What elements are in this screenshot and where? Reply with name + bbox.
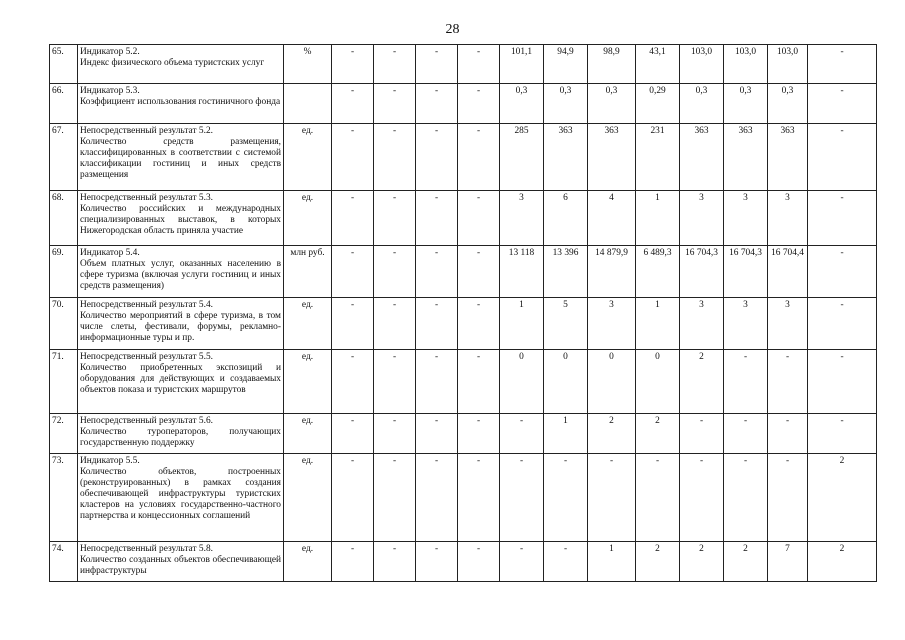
value-cell: - — [544, 454, 588, 542]
value-cell: - — [724, 350, 768, 414]
indicator-title: Непосредственный результат 5.2. — [80, 126, 213, 136]
value-cell: 231 — [636, 124, 680, 191]
value-cell: 103,0 — [724, 45, 768, 84]
value-cell: 16 704,4 — [768, 246, 808, 298]
value-cell: - — [332, 454, 374, 542]
value-cell: 363 — [588, 124, 636, 191]
value-cell: 101,1 — [500, 45, 544, 84]
value-cell: 2 — [808, 542, 877, 582]
value-cell: - — [374, 124, 416, 191]
value-cell: - — [458, 45, 500, 84]
value-cell: 98,9 — [588, 45, 636, 84]
value-cell: - — [374, 45, 416, 84]
value-cell: - — [416, 542, 458, 582]
unit-cell: ед. — [284, 298, 332, 350]
indicator-description: Объем платных услуг, оказанных населению в сфере туризма (включая услуги гостиниц и иных средств размещения) — [80, 259, 281, 291]
row-number: 74. — [50, 542, 78, 582]
row-number: 70. — [50, 298, 78, 350]
value-cell: - — [808, 350, 877, 414]
value-cell: 1 — [500, 298, 544, 350]
indicator-name — [78, 298, 284, 350]
value-cell: - — [374, 84, 416, 124]
value-cell: - — [416, 45, 458, 84]
value-cell: 363 — [544, 124, 588, 191]
value-cell: - — [500, 454, 544, 542]
value-cell: - — [544, 542, 588, 582]
value-cell: - — [332, 542, 374, 582]
table-row — [50, 454, 877, 542]
value-cell: 363 — [724, 124, 768, 191]
indicator-name — [78, 350, 284, 414]
row-number: 68. — [50, 191, 78, 246]
indicator-description: Количество мероприятий в сфере туризма, в том числе слеты, фестивали, форумы, рекламно-информационные туры и пр. — [80, 311, 281, 343]
value-cell: 2 — [808, 454, 877, 542]
value-cell: 0,3 — [544, 84, 588, 124]
value-cell: 3 — [724, 298, 768, 350]
value-cell: - — [416, 84, 458, 124]
unit-cell: ед. — [284, 542, 332, 582]
value-cell: - — [374, 542, 416, 582]
value-cell: - — [458, 84, 500, 124]
value-cell: 103,0 — [680, 45, 724, 84]
indicator-title: Непосредственный результат 5.3. — [80, 193, 213, 203]
indicator-title: Непосредственный результат 5.4. — [80, 300, 213, 310]
row-number: 71. — [50, 350, 78, 414]
value-cell: 0 — [636, 350, 680, 414]
value-cell: 363 — [768, 124, 808, 191]
value-cell: - — [768, 414, 808, 454]
indicator-description: Количество туроператоров, получающих государственную поддержку — [80, 427, 281, 448]
table-row — [50, 124, 877, 191]
indicator-name — [78, 84, 284, 124]
unit-cell: ед. — [284, 124, 332, 191]
value-cell: - — [332, 45, 374, 84]
value-cell: 2 — [680, 350, 724, 414]
value-cell: - — [768, 454, 808, 542]
value-cell: - — [458, 542, 500, 582]
value-cell: 2 — [724, 542, 768, 582]
row-number: 67. — [50, 124, 78, 191]
value-cell: - — [768, 350, 808, 414]
value-cell: 3 — [680, 191, 724, 246]
value-cell: 0 — [588, 350, 636, 414]
value-cell: 2 — [680, 542, 724, 582]
value-cell: - — [500, 542, 544, 582]
unit-cell: ед. — [284, 350, 332, 414]
value-cell: 0,3 — [588, 84, 636, 124]
row-number: 65. — [50, 45, 78, 84]
value-cell: - — [500, 414, 544, 454]
value-cell: - — [458, 124, 500, 191]
value-cell: 0,3 — [724, 84, 768, 124]
value-cell: 3 — [768, 191, 808, 246]
indicator-name — [78, 246, 284, 298]
value-cell: - — [458, 414, 500, 454]
indicator-name — [78, 191, 284, 246]
indicator-name — [78, 124, 284, 191]
unit-cell: ед. — [284, 454, 332, 542]
value-cell: - — [808, 191, 877, 246]
value-cell: - — [808, 84, 877, 124]
indicator-title: Непосредственный результат 5.8. — [80, 544, 213, 554]
value-cell: 94,9 — [544, 45, 588, 84]
value-cell: 3 — [724, 191, 768, 246]
table-row — [50, 45, 877, 84]
table-row — [50, 414, 877, 454]
value-cell: 1 — [588, 542, 636, 582]
indicator-title: Индикатор 5.5. — [80, 456, 140, 466]
value-cell: 2 — [636, 414, 680, 454]
unit-cell — [284, 84, 332, 124]
value-cell: 6 — [544, 191, 588, 246]
value-cell: 0 — [544, 350, 588, 414]
value-cell: - — [724, 454, 768, 542]
value-cell: - — [374, 298, 416, 350]
value-cell: - — [588, 454, 636, 542]
row-number: 72. — [50, 414, 78, 454]
value-cell: 3 — [500, 191, 544, 246]
table-row — [50, 350, 877, 414]
indicator-title: Индикатор 5.3. — [80, 86, 140, 96]
value-cell: - — [374, 191, 416, 246]
value-cell: 0,3 — [500, 84, 544, 124]
value-cell: 5 — [544, 298, 588, 350]
value-cell: 1 — [636, 298, 680, 350]
row-number: 73. — [50, 454, 78, 542]
indicator-title: Индикатор 5.4. — [80, 248, 140, 258]
value-cell: 6 489,3 — [636, 246, 680, 298]
unit-cell: млн руб. — [284, 246, 332, 298]
value-cell: - — [636, 454, 680, 542]
value-cell: - — [332, 298, 374, 350]
value-cell: - — [416, 414, 458, 454]
value-cell: 0,3 — [768, 84, 808, 124]
value-cell: 13 396 — [544, 246, 588, 298]
value-cell: - — [416, 246, 458, 298]
value-cell: - — [374, 414, 416, 454]
value-cell: - — [680, 414, 724, 454]
value-cell: - — [458, 298, 500, 350]
value-cell: - — [332, 124, 374, 191]
indicator-description: Количество объектов, построенных (реконструированных) в рамках создания обеспечивающей инфраструктуры туристских кластеров на условиях государственно-частного партнерства и концессионных соглашений — [80, 467, 281, 521]
indicator-title: Индикатор 5.2. — [80, 47, 140, 57]
value-cell: 3 — [588, 298, 636, 350]
indicator-title: Непосредственный результат 5.6. — [80, 416, 213, 426]
indicator-name — [78, 542, 284, 582]
value-cell: 3 — [680, 298, 724, 350]
table-row — [50, 542, 877, 582]
value-cell: 0 — [500, 350, 544, 414]
table-row — [50, 246, 877, 298]
table-row — [50, 84, 877, 124]
row-number: 66. — [50, 84, 78, 124]
value-cell: - — [332, 246, 374, 298]
indicator-description: Количество приобретенных экспозиций и оборудования для действующих и создаваемых объектов показа и туристских маршрутов — [80, 363, 281, 395]
value-cell: 4 — [588, 191, 636, 246]
value-cell: 7 — [768, 542, 808, 582]
value-cell: 2 — [588, 414, 636, 454]
value-cell: - — [808, 45, 877, 84]
value-cell: - — [332, 84, 374, 124]
value-cell: 363 — [680, 124, 724, 191]
value-cell: 16 704,3 — [680, 246, 724, 298]
table-body — [50, 45, 877, 582]
value-cell: 103,0 — [768, 45, 808, 84]
value-cell: - — [808, 246, 877, 298]
value-cell: - — [332, 414, 374, 454]
table-row — [50, 191, 877, 246]
value-cell: - — [416, 191, 458, 246]
indicator-description: Количество российских и международных специализированных выставок, в которых Нижегородская область приняла участие — [80, 204, 281, 236]
value-cell: - — [808, 298, 877, 350]
indicator-description: Количество средств размещения, классифицированных в соответствии с системой классификации гостиниц и иных средств размещения — [80, 137, 281, 180]
indicators-table — [49, 44, 877, 582]
value-cell: 14 879,9 — [588, 246, 636, 298]
value-cell: - — [680, 454, 724, 542]
value-cell: - — [458, 191, 500, 246]
value-cell: 2 — [636, 542, 680, 582]
indicator-description: Индекс физического объема туристских услуг — [80, 58, 265, 68]
indicator-description: Коэффициент использования гостиничного фонда — [80, 97, 281, 107]
value-cell: - — [416, 350, 458, 414]
value-cell: - — [374, 350, 416, 414]
indicator-description: Количество созданных объектов обеспечивающей инфраструктуры — [80, 555, 281, 576]
value-cell: 0,29 — [636, 84, 680, 124]
value-cell: - — [416, 124, 458, 191]
value-cell: 1 — [544, 414, 588, 454]
value-cell: - — [458, 350, 500, 414]
value-cell: 43,1 — [636, 45, 680, 84]
value-cell: - — [374, 454, 416, 542]
value-cell: - — [724, 414, 768, 454]
value-cell: 16 704,3 — [724, 246, 768, 298]
row-number: 69. — [50, 246, 78, 298]
value-cell: 0,3 — [680, 84, 724, 124]
unit-cell: ед. — [284, 414, 332, 454]
unit-cell: % — [284, 45, 332, 84]
value-cell: 1 — [636, 191, 680, 246]
value-cell: - — [332, 191, 374, 246]
value-cell: - — [808, 124, 877, 191]
value-cell: 13 118 — [500, 246, 544, 298]
value-cell: 285 — [500, 124, 544, 191]
indicator-title: Непосредственный результат 5.5. — [80, 352, 213, 362]
page-number: 28 — [445, 22, 460, 37]
value-cell: - — [416, 454, 458, 542]
indicator-name — [78, 414, 284, 454]
value-cell: - — [332, 350, 374, 414]
value-cell: - — [458, 246, 500, 298]
value-cell: - — [458, 454, 500, 542]
unit-cell: ед. — [284, 191, 332, 246]
indicator-name — [78, 454, 284, 542]
value-cell: - — [374, 246, 416, 298]
value-cell: - — [416, 298, 458, 350]
value-cell: 3 — [768, 298, 808, 350]
indicator-name — [78, 45, 284, 84]
value-cell: - — [808, 414, 877, 454]
table-row — [50, 298, 877, 350]
